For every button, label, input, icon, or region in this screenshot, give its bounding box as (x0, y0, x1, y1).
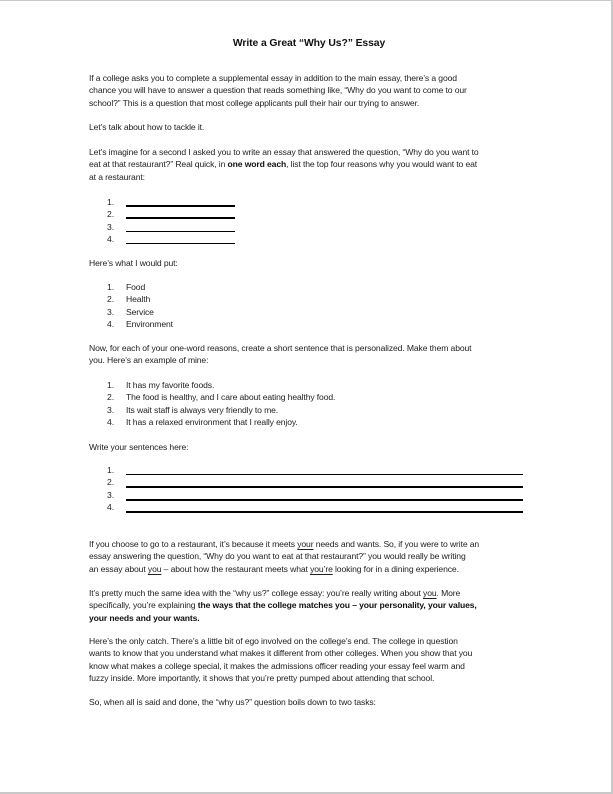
text-line: Now, for each of your one-word reasons, create a short sentence that is personalized. Make them about (89, 343, 472, 353)
blank-list-one-word (89, 196, 529, 245)
so-paragraph: So, when all is said and done, the “why us?” question boils down to two tasks: (89, 697, 376, 707)
personalize-paragraph (89, 342, 529, 367)
list-item: 1. Food (107, 282, 146, 292)
restaurant-paragraph (89, 538, 529, 575)
text-line: fuzzy inside. More importantly, it shows that you’re pretty pumped about attending that school. (89, 672, 435, 683)
list-item: 4. Environment (107, 318, 173, 329)
blank-answer-line-2[interactable] (126, 217, 235, 219)
blank-sentence-line-1[interactable] (126, 474, 523, 475)
text-line: specifically, you’re explaining the ways that the college matches you – your personality, your values, (89, 600, 477, 611)
underlined-your: your (297, 539, 314, 549)
emphasis-one-word-each: one word each (227, 159, 287, 170)
text-line: you. Here’s an example of mine: (89, 355, 209, 366)
text-line: chance you will have to answer a question that reads something like, “Why do you want to come to our (89, 85, 467, 96)
underlined-you: you (423, 588, 437, 598)
blank-answer-line-1[interactable] (126, 205, 235, 207)
blank-list-item: 4. (89, 501, 529, 513)
text-line: school?” This is a question that most college applicants pull their hair our trying to answer. (89, 97, 420, 108)
text-line: It’s pretty much the same idea with the “why us?” college essay: you’re really writing about you. More (89, 588, 461, 598)
blank-list-sentences (89, 464, 529, 513)
text-line: your needs and your wants. (89, 612, 200, 623)
emphasis-ways-college-matches: the ways that the college matches you – your personality, your values, (197, 600, 477, 611)
blank-list-item: 3. (89, 489, 529, 501)
blank-list-item: 3. (89, 221, 529, 233)
catch-paragraph (89, 635, 529, 684)
same-idea-paragraph (89, 587, 529, 624)
write-here-text: Write your sentences here: (89, 442, 189, 452)
underlined-youre: you’re (310, 563, 333, 574)
text-line: eat at that restaurant?” Real quick, in one word each, list the top four reasons why you would want to eat (89, 159, 478, 170)
text-line: Let’s imagine for a second I asked you to write an essay that answered the question, “Why do you want to (89, 147, 479, 157)
text-line: an essay about you – about how the restaurant meets what you’re looking for in a dining experience. (89, 563, 459, 574)
text-line: If you choose to go to a restaurant, it’s because it meets your needs and wants. So, if you were to write an (89, 539, 480, 549)
blank-answer-line-3[interactable] (126, 231, 235, 232)
list-item: 2. The food is healthy, and I care about eating healthy food. (107, 392, 336, 403)
text-line: If a college asks you to complete a supplemental essay in addition to the main essay, there’s a good (89, 73, 457, 83)
blank-list-item: 2. (89, 476, 529, 488)
blank-list-item: 4. (89, 233, 529, 245)
list-item: 3. Its wait staff is always very friendly to me. (107, 404, 279, 415)
text-line: Here’s the only catch. There’s a little bit of ego involved on the college’s end. The college in question (89, 636, 458, 646)
text-line: know what makes a college special, it makes the admissions officer reading your essay feel warm and (89, 660, 465, 671)
text-line: essay answering the question, “Why do you want to eat at that restaurant?” you would really be writing (89, 551, 466, 562)
blank-list-item: 2. (89, 208, 529, 220)
list-item: 2. Health (107, 294, 151, 305)
blank-list-item: 1. (89, 464, 529, 476)
list-item: 4. It has a relaxed environment that I really enjoy. (107, 416, 298, 427)
blank-sentence-line-4[interactable] (126, 511, 523, 513)
reasons-list (89, 281, 529, 330)
list-item: 3. Service (107, 306, 154, 317)
imagine-paragraph (89, 146, 529, 183)
example-sentences-list (89, 379, 529, 428)
tackle-paragraph: Let’s talk about how to tackle it. (89, 122, 205, 132)
blank-list-item: 1. (89, 196, 529, 208)
blank-answer-line-4[interactable] (126, 243, 235, 244)
list-item: 1. It has my favorite foods. (107, 380, 215, 390)
text-line: wants to know that you understand what makes it different from other colleges. When you show that you (89, 648, 473, 659)
underlined-you: you (147, 563, 162, 574)
page-title: Write a Great “Why Us?” Essay (232, 38, 386, 49)
what-i-would-put-text: Here’s what I would put: (89, 258, 178, 268)
intro-paragraph (89, 72, 529, 109)
text-line: at a restaurant: (89, 171, 145, 182)
